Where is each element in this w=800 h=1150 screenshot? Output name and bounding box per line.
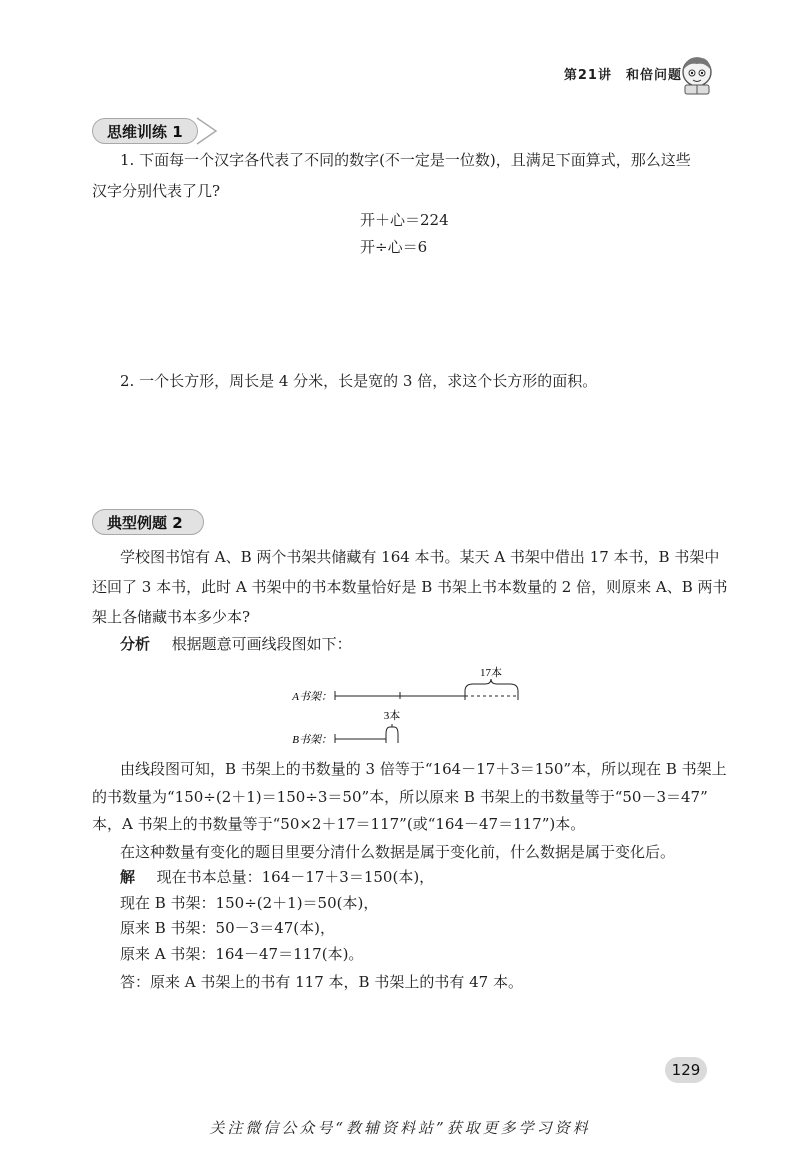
- question-1-line-2: 汉字分别代表了几?: [92, 182, 221, 200]
- solution-line-2: 现在 B 书架：150÷(2＋1)＝50(本)，: [120, 894, 379, 912]
- diagram-label-3: 3本: [383, 710, 401, 722]
- analysis-row: [120, 630, 352, 658]
- solution-line-4: 原来 A 书架：164－47＝117(本)。: [120, 945, 364, 963]
- section-title-training: 思维训练 1: [92, 118, 198, 144]
- chevron-right-icon: [196, 117, 218, 145]
- problem-line-2: 还回了 3 本书，此时 A 书架中的书本数量恰好是 B 书架上书本数量的 2 倍，则原来 A、B 两书: [92, 578, 728, 596]
- answer-text: 答：原来 A 书架上的书有 117 本，B 书架上的书有 47 本。: [120, 973, 523, 991]
- explanation-line-1: 由线段图可知，B 书架上的书数量的 3 倍等于“164－17＋3＝150”本，所以现在 B 书架上: [120, 760, 727, 778]
- footer-promo: 关注微信公众号“教辅资料站”获取更多学习资料: [209, 1119, 591, 1137]
- problem-line-3: 架上各储藏书本多少本?: [92, 608, 251, 626]
- solution-line-1: 现在书本总量：164－17＋3＝150(本)，: [156, 868, 435, 886]
- lecture-number: 第21讲: [563, 68, 612, 83]
- solution-label: 解: [120, 868, 136, 886]
- equation-1: 开＋心＝224: [360, 211, 449, 229]
- diagram-label-b: B书架：: [292, 734, 332, 746]
- question-1-line-1: 1. 下面每一个汉字各代表了不同的数字(不一定是一位数)，且满足下面算式，那么这些: [120, 151, 691, 169]
- brace-3: [386, 724, 398, 734]
- problem-line-1: 学校图书馆有 A、B 两个书架共储藏有 164 本书。某天 A 书架中借出 17 本书，B 书架中: [120, 548, 720, 566]
- analysis-label: 分析: [120, 635, 151, 653]
- brace-17: [465, 679, 518, 691]
- solution-line-3: 原来 B 书架：50－3＝47(本)，: [120, 919, 335, 937]
- explanation-line-2: 的书数量为“150÷(2＋1)＝150÷3＝50”本，所以原来 B 书架上的书数量等于“50－3＝47”: [92, 788, 708, 806]
- diagram-label-a: A书架：: [292, 691, 332, 703]
- line-segment-diagram: [280, 664, 540, 748]
- note-text: 在这种数量有变化的题目里要分清什么数据是属于变化前，什么数据是属于变化后。: [120, 843, 676, 861]
- question-2: 2. 一个长方形，周长是 4 分米，长是宽的 3 倍，求这个长方形的面积。: [120, 372, 598, 390]
- solution-row: [120, 863, 434, 891]
- running-header: [564, 64, 682, 83]
- mascot-icon: [675, 52, 719, 96]
- equation-2: 开÷心＝6: [360, 238, 428, 256]
- analysis-text: 根据题意可画线段图如下：: [171, 635, 352, 653]
- section-title-example: 典型例题 2: [92, 509, 204, 535]
- diagram-label-17: 17本: [480, 667, 502, 679]
- explanation-line-3: 本，A 书架上的书数量等于“50×2＋17＝117”(或“164－47＝117”)本。: [92, 815, 586, 833]
- lecture-topic: 和倍问题: [625, 68, 682, 83]
- page-number: 129: [665, 1057, 707, 1083]
